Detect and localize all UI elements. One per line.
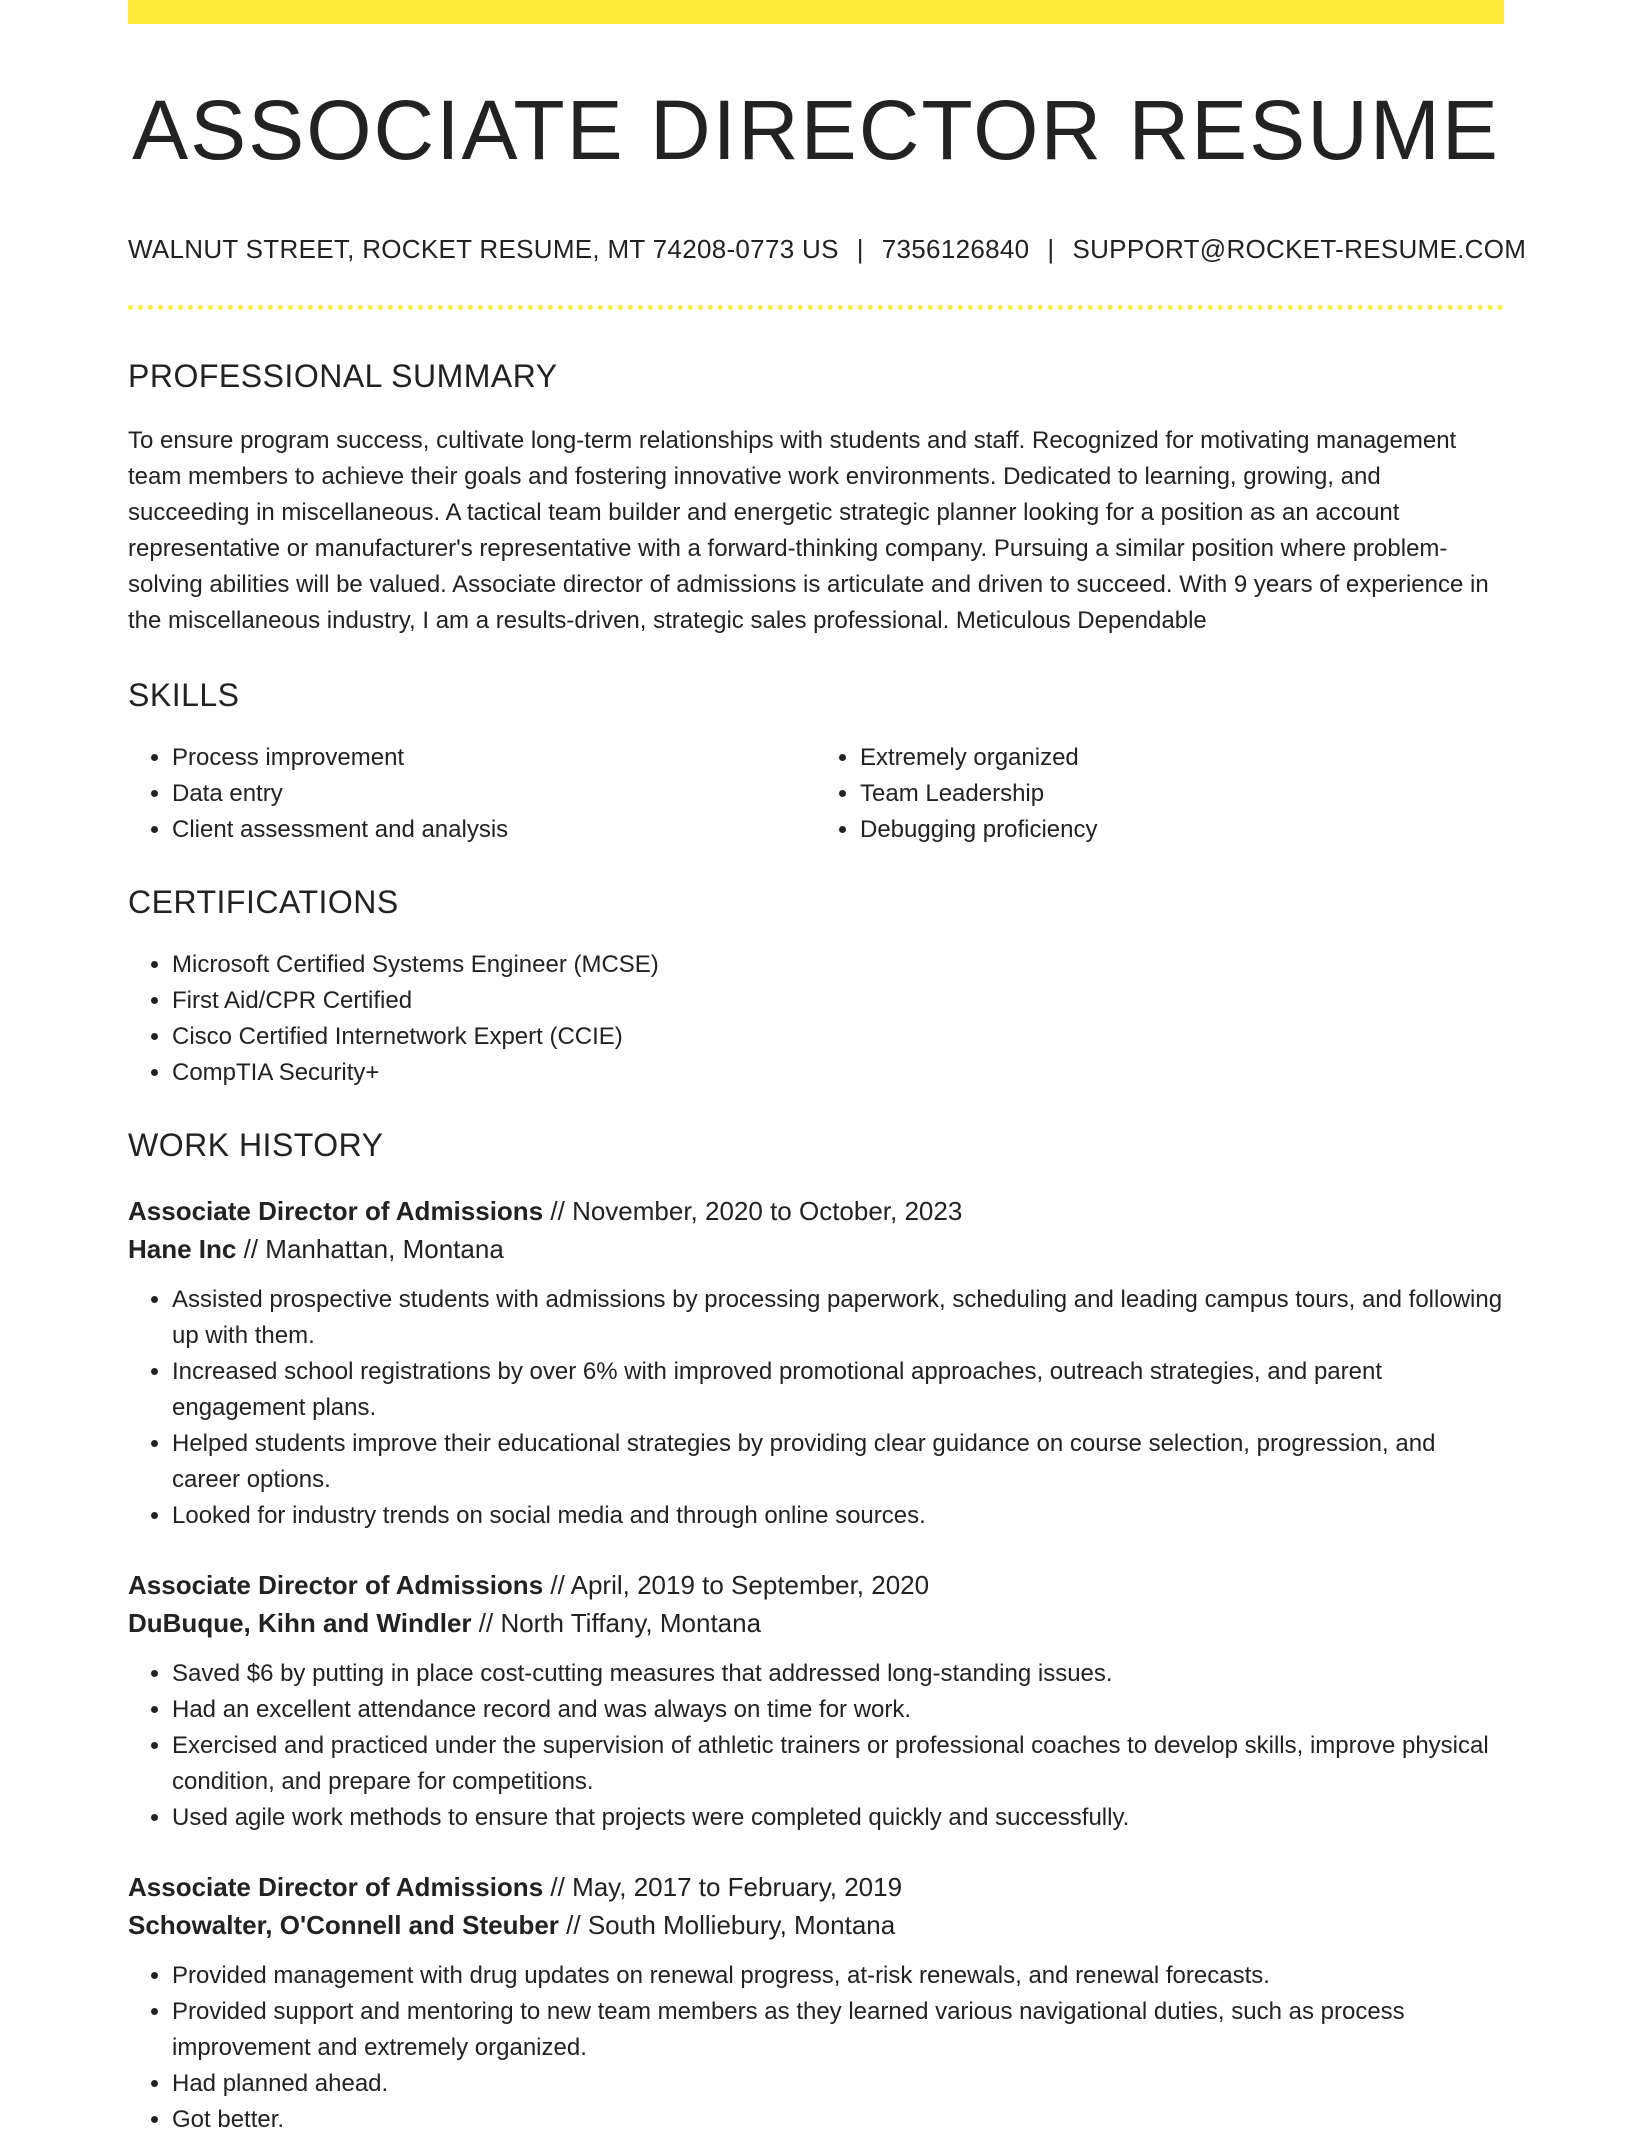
job-title-line — [128, 1868, 1504, 1906]
certification-item: • Cisco Certified Internetwork Expert (CCIE) — [172, 1019, 1504, 1055]
job-separator: // — [558, 1910, 588, 1941]
job-bullet: • Got better. — [172, 2102, 1504, 2138]
job-bullet: • Exercised and practiced under the supervision of athletic trainers or professional coaches to develop skills, improve physical condition, and prepare for competitions. — [172, 1728, 1504, 1800]
job-bullets — [128, 1656, 1504, 1836]
job-dates: November, 2020 to October, 2023 — [572, 1196, 963, 1227]
job-title: Associate Director of Admissions — [128, 1196, 544, 1227]
resume-page — [128, 0, 1527, 2138]
job-bullet: • Used agile work methods to ensure that projects were completed quickly and successfully. — [172, 1800, 1504, 1836]
certification-item: • Microsoft Certified Systems Engineer (MCSE) — [172, 947, 1504, 983]
accent-top-bar — [128, 0, 1504, 24]
job-separator: // — [543, 1570, 571, 1601]
skills-list-left — [128, 740, 816, 848]
contact-phone[interactable]: 7356126840 — [881, 234, 1030, 265]
job-entry — [128, 1868, 1504, 2138]
job-bullet: • Provided support and mentoring to new team members as they learned various navigational duties, such as process improvement and extremely organized. — [172, 1994, 1504, 2066]
job-bullets — [128, 1282, 1504, 1534]
job-bullet: • Looked for industry trends on social media and through online sources. — [172, 1498, 1504, 1534]
job-separator: // — [471, 1608, 501, 1639]
job-company: Schowalter, O'Connell and Steuber — [128, 1910, 559, 1941]
job-bullet: • Helped students improve their educational strategies by providing clear guidance on course selection, progression, and career options. — [172, 1426, 1504, 1498]
job-bullet: • Assisted prospective students with admissions by processing paperwork, scheduling and leading campus tours, and following up with them. — [172, 1282, 1504, 1354]
job-bullets — [128, 1958, 1504, 2138]
dotted-divider — [128, 305, 1504, 310]
contact-email[interactable]: SUPPORT@ROCKET-RESUME.COM — [1072, 234, 1527, 265]
job-separator: // — [236, 1234, 266, 1265]
job-title-line — [128, 1192, 1504, 1230]
job-entry — [128, 1566, 1504, 1836]
certification-item: • First Aid/CPR Certified — [172, 983, 1504, 1019]
skills-heading: SKILLS — [128, 677, 240, 714]
job-title: Associate Director of Admissions — [128, 1570, 544, 1601]
resume-title: ASSOCIATE DIRECTOR RESUME — [132, 83, 1500, 177]
job-bullet: • Had planned ahead. — [172, 2066, 1504, 2102]
certifications-list — [128, 947, 1504, 1091]
job-entry — [128, 1192, 1504, 1534]
certification-item: • CompTIA Security+ — [172, 1055, 1504, 1091]
job-separator: // — [543, 1196, 573, 1227]
contact-separator: | — [1047, 234, 1055, 265]
job-dates: April, 2019 to September, 2020 — [570, 1570, 930, 1601]
skill-item: • Team Leadership — [860, 776, 1504, 812]
contact-separator: | — [856, 234, 864, 265]
job-company-line — [128, 1604, 1504, 1642]
contact-address: WALNUT STREET, ROCKET RESUME, MT 74208-0773 US — [128, 234, 839, 265]
skills-section — [128, 677, 1504, 848]
certifications-section — [128, 884, 1504, 1091]
skill-item: • Debugging proficiency — [860, 812, 1504, 848]
job-dates: May, 2017 to February, 2019 — [572, 1872, 903, 1903]
skill-item: • Extremely organized — [860, 740, 1504, 776]
job-company-line — [128, 1230, 1504, 1268]
job-location: South Molliebury, Montana — [587, 1910, 896, 1941]
work-history-section — [128, 1127, 1504, 2138]
summary-text: To ensure program success, cultivate long-term relationships with students and staff. Recognized for motivating management team members to achieve their goals and fostering innovative work environments. Dedicated to learning, growing, and succeeding in miscellaneous. A tactical team builder and energetic strategic planner looking for a position as an account representative or manufacturer's representative with a forward-thinking company. Pursuing a similar position where problem-solving abilities will be valued. Associate director of admissions is articulate and driven to succeed. With 9 years of experience in the miscellaneous industry, I am a results-driven, strategic sales professional. Meticulous Dependable — [128, 427, 1489, 635]
summary-heading: PROFESSIONAL SUMMARY — [128, 358, 558, 395]
skills-list-right — [816, 740, 1504, 848]
job-bullet: • Increased school registrations by over 6% with improved promotional approaches, outreach strategies, and parent engagement plans. — [172, 1354, 1504, 1426]
summary-section — [128, 358, 1504, 639]
skill-item: • Data entry — [172, 776, 816, 812]
contact-line — [128, 234, 1527, 265]
skill-item: • Process improvement — [172, 740, 816, 776]
job-company-line — [128, 1906, 1504, 1944]
job-location: Manhattan, Montana — [265, 1234, 504, 1265]
job-title-line — [128, 1566, 1504, 1604]
job-bullet: • Saved $6 by putting in place cost-cutting measures that addressed long-standing issues. — [172, 1656, 1504, 1692]
job-company: Hane Inc — [128, 1234, 237, 1265]
job-separator: // — [543, 1872, 573, 1903]
job-company: DuBuque, Kihn and Windler — [128, 1608, 472, 1639]
skill-item: • Client assessment and analysis — [172, 812, 816, 848]
job-title: Associate Director of Admissions — [128, 1872, 544, 1903]
certifications-heading: CERTIFICATIONS — [128, 884, 399, 921]
job-location: North Tiffany, Montana — [500, 1608, 762, 1639]
skills-grid — [128, 740, 1504, 848]
job-bullet: • Had an excellent attendance record and was always on time for work. — [172, 1692, 1504, 1728]
job-bullet: • Provided management with drug updates on renewal progress, at-risk renewals, and renewal forecasts. — [172, 1958, 1504, 1994]
work-history-heading: WORK HISTORY — [128, 1127, 384, 1164]
